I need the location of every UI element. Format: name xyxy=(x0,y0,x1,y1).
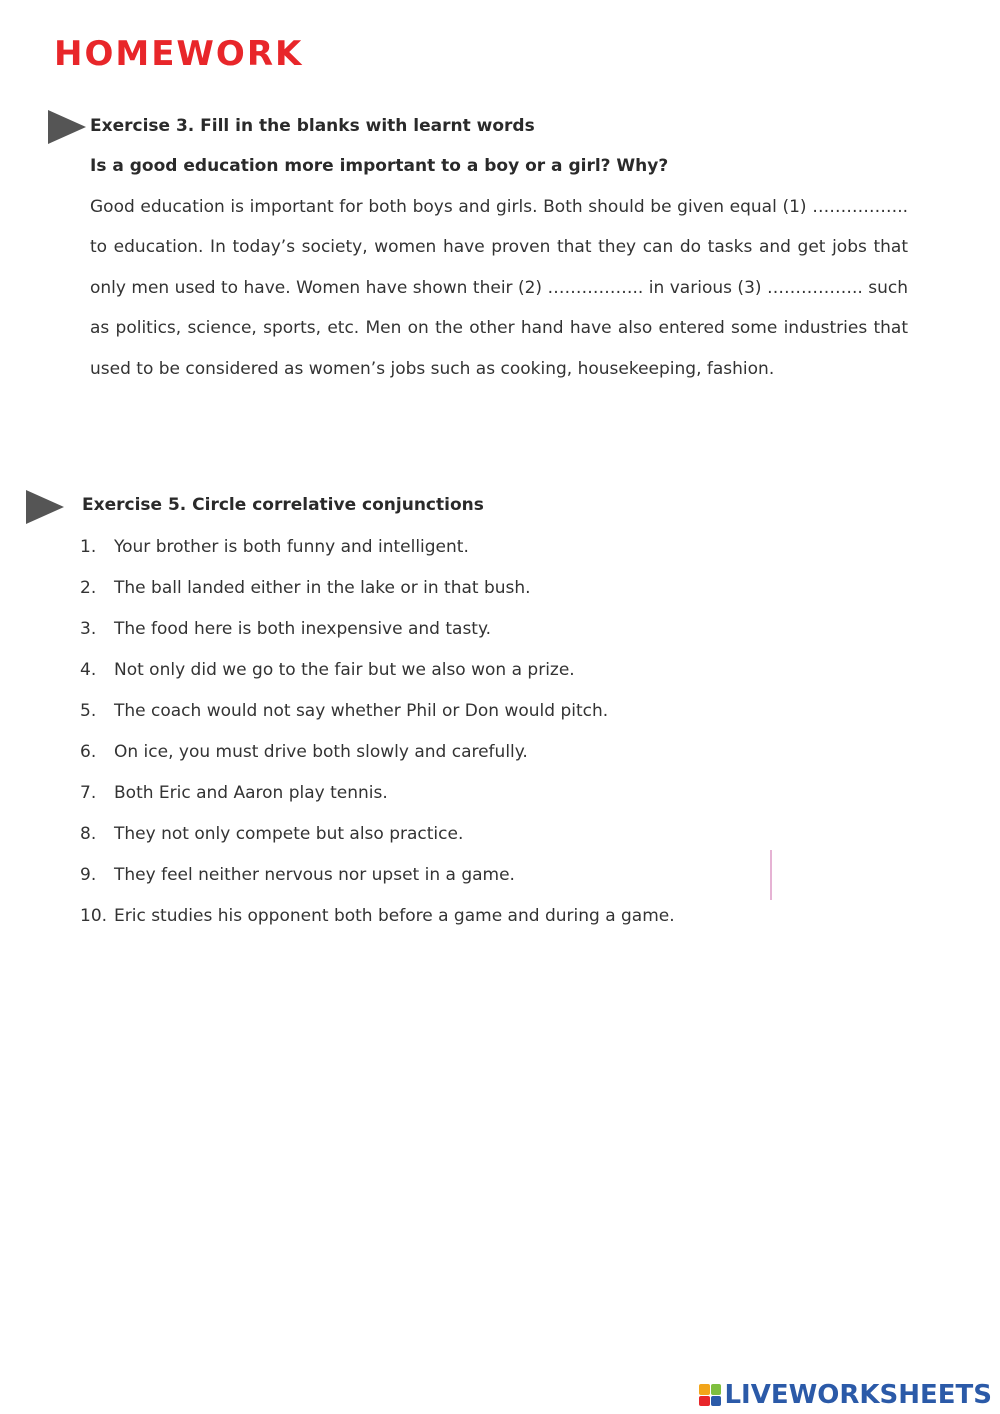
sentence-text[interactable]: The food here is both inexpensive and tasty. xyxy=(114,619,492,639)
scan-mark xyxy=(770,850,772,900)
sentence-text[interactable]: On ice, you must drive both slowly and carefully. xyxy=(114,742,528,762)
exercise-3-paragraph: Good education is important for both boys and girls. Both should be given equal (1) …………….. to education. In today’s society, women have proven that they can do tasks and get jobs that only men used to have. Women have shown their (2) …………….. in various (3) …………….. such as politics, science, sports, etc. Men on the other hand have also entered some industries that used to be considered as women’s jobs such as cooking, housekeeping, fashion. xyxy=(90,197,908,379)
sentence-text[interactable]: They feel neither nervous nor upset in a game. xyxy=(114,865,515,885)
exercise-3-heading: Exercise 3. Fill in the blanks with learnt words xyxy=(90,116,535,136)
sentence-text[interactable]: The coach would not say whether Phil or Don would pitch. xyxy=(114,701,609,721)
play-arrow-icon xyxy=(48,110,86,144)
play-arrow-icon xyxy=(26,490,64,524)
page-title: HOMEWORK xyxy=(54,34,304,74)
list-item: 6. On ice, you must drive both slowly and carefully. xyxy=(80,742,528,762)
list-item: 5. The coach would not say whether Phil or Don would pitch. xyxy=(80,701,609,721)
sentence-text[interactable]: Eric studies his opponent both before a game and during a game. xyxy=(114,906,675,926)
liveworksheets-logo[interactable] xyxy=(699,1380,992,1410)
liveworksheets-logo-icon xyxy=(699,1384,721,1406)
sentence-text[interactable]: They not only compete but also practice. xyxy=(114,824,464,844)
exercise-5-heading: Exercise 5. Circle correlative conjunctions xyxy=(82,495,484,515)
list-item: 4. Not only did we go to the fair but we also won a prize. xyxy=(80,660,575,680)
sentence-text[interactable]: Your brother is both funny and intelligent. xyxy=(114,537,469,557)
exercise-3-question: Is a good education more important to a boy or a girl? Why? xyxy=(90,156,669,176)
sentence-text[interactable]: Not only did we go to the fair but we also won a prize. xyxy=(114,660,575,680)
list-item: 10. Eric studies his opponent both before a game and during a game. xyxy=(80,906,675,926)
brand-name: LIVEWORKSHEETS xyxy=(724,1380,992,1410)
list-item: 8. They not only compete but also practice. xyxy=(80,824,464,844)
list-item: 9. They feel neither nervous nor upset in a game. xyxy=(80,865,515,885)
list-item: 1. Your brother is both funny and intelligent. xyxy=(80,537,469,557)
list-item: 7. Both Eric and Aaron play tennis. xyxy=(80,783,388,803)
list-item: 3. The food here is both inexpensive and tasty. xyxy=(80,619,492,639)
sentence-text[interactable]: The ball landed either in the lake or in that bush. xyxy=(114,578,531,598)
sentence-text[interactable]: Both Eric and Aaron play tennis. xyxy=(114,783,388,803)
list-item: 2. The ball landed either in the lake or in that bush. xyxy=(80,578,531,598)
exercise-5-list xyxy=(80,529,675,939)
